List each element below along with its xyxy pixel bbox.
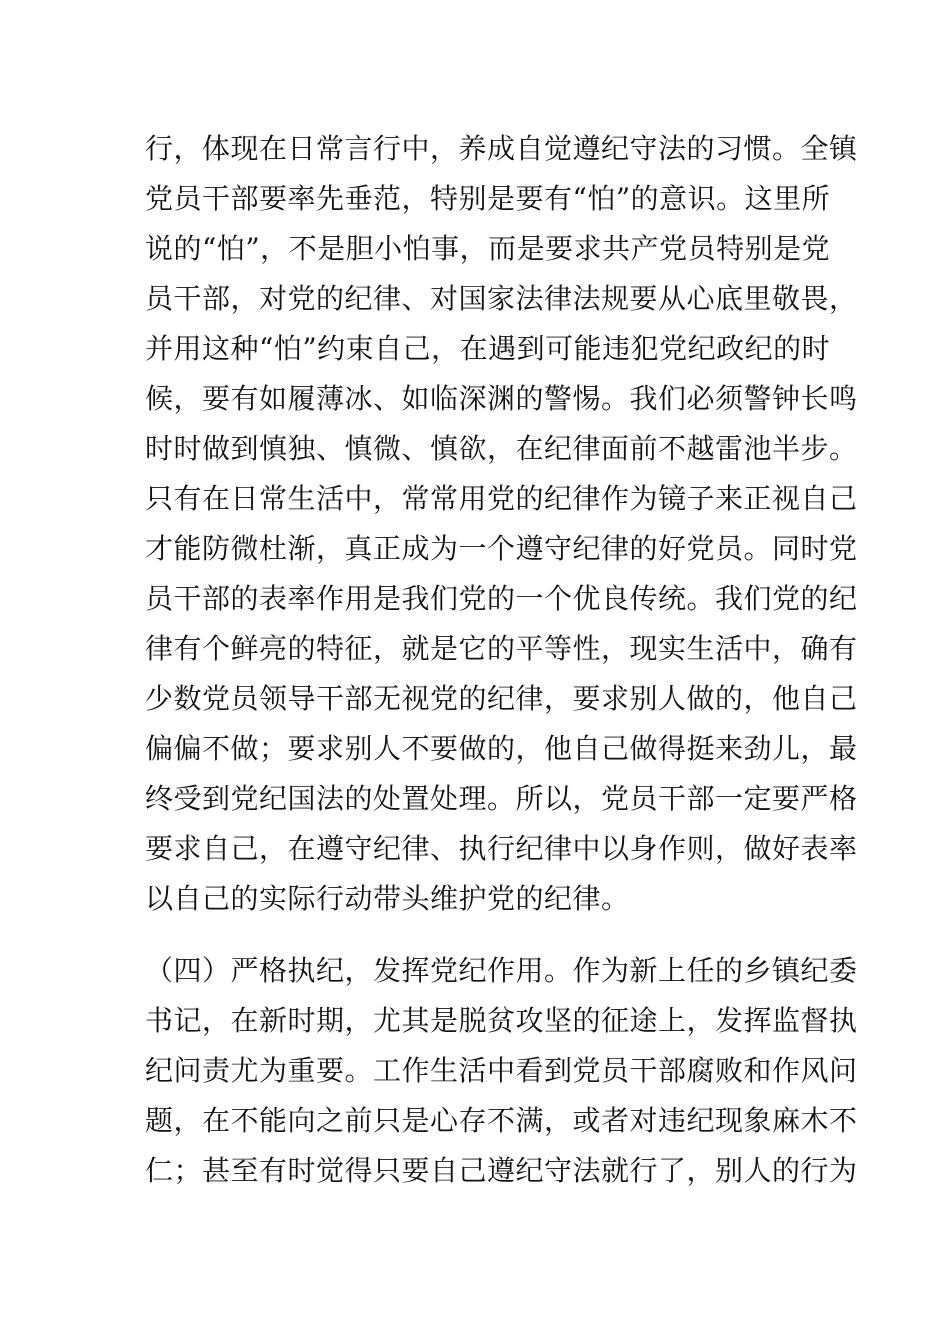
body-paragraph bbox=[145, 946, 858, 1196]
text-line: 行，体现在日常言行中，养成自觉遵纪守法的习惯。全镇 bbox=[145, 132, 858, 165]
text-line: 并用这种“怕”约束自己，在遇到可能违犯党纪政纪的时 bbox=[145, 332, 831, 365]
text-line: 员干部，对党的纪律、对国家法律法规要从心底里敬畏， bbox=[145, 282, 858, 315]
text-line: （四）严格执纪，发挥党纪作用。作为新上任的乡镇纪委 bbox=[145, 954, 858, 987]
text-line: 以自己的实际行动带头维护党的纪律。 bbox=[145, 882, 630, 915]
text-line: 只有在日常生活中，常常用党的纪律作为镜子来正视自己 bbox=[145, 482, 858, 515]
text-line: 才能防微杜渐，真正成为一个遵守纪律的好党员。同时党 bbox=[145, 532, 858, 565]
text-line: 少数党员领导干部无视党的纪律，要求别人做的，他自己 bbox=[145, 682, 858, 715]
text-line: 候，要有如履薄冰、如临深渊的警惕。我们必须警钟长鸣 bbox=[145, 382, 858, 415]
text-line: 党员干部要率先垂范，特别是要有“怕”的意识。这里所 bbox=[145, 182, 831, 215]
text-line: 员干部的表率作用是我们党的一个优良传统。我们党的纪 bbox=[145, 582, 858, 615]
text-line: 偏偏不做；要求别人不要做的，他自己做得挺来劲儿，最 bbox=[145, 732, 858, 765]
text-line: 要求自己，在遵守纪律、执行纪律中以身作则，做好表率 bbox=[145, 832, 858, 865]
text-line: 终受到党纪国法的处置处理。所以，党员干部一定要严格 bbox=[145, 782, 858, 815]
text-line: 时时做到慎独、慎微、慎欲，在纪律面前不越雷池半步。 bbox=[145, 432, 858, 465]
text-line: 仁；甚至有时觉得只要自己遵纪守法就行了，别人的行为 bbox=[145, 1154, 858, 1187]
text-line: 说的“怕”，不是胆小怕事，而是要求共产党员特别是党 bbox=[145, 232, 831, 265]
text-line: 书记，在新时期，尤其是脱贫攻坚的征途上，发挥监督执 bbox=[145, 1004, 858, 1037]
text-line: 律有个鲜亮的特征，就是它的平等性，现实生活中，确有 bbox=[145, 632, 858, 665]
body-paragraph bbox=[145, 124, 858, 924]
text-line: 纪问责尤为重要。工作生活中看到党员干部腐败和作风问 bbox=[145, 1054, 858, 1087]
text-line: 题，在不能向之前只是心存不满，或者对违纪现象麻木不 bbox=[145, 1104, 858, 1137]
